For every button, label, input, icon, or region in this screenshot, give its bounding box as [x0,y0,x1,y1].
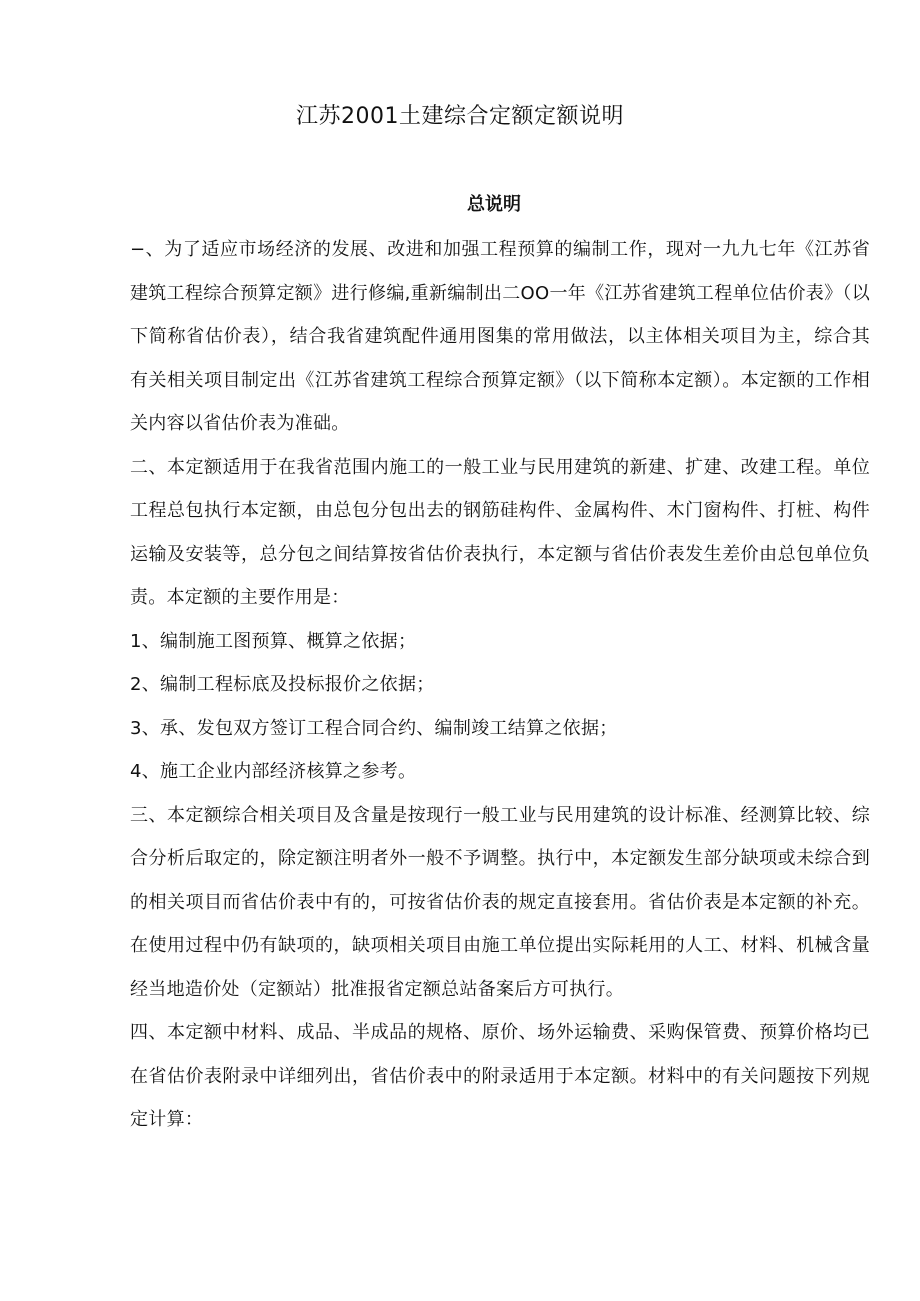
paragraph-2: 二、本定额适用于在我省范围内施工的一般工业与民用建筑的新建、扩建、改建工程。单位工程总包执行本定额，由总包分包出去的钢筋硅构件、金属构件、木门窗构件、打桩、构件运输及安装等，总分包之间结算按省估价表执行，本定额与省估价表发生差价由总包单位负责。本定额的主要作用是： [130,456,870,608]
list-item-3: 3、承、发包双方签订工程合同合约、编制竣工结算之依据； [130,717,618,739]
list-item-4: 4、施工企业内部经济核算之参考。 [130,761,417,782]
document-title: 江苏2001土建综合定额定额说明 [296,104,624,129]
list-item-2: 2、编制工程标底及投标报价之依据； [130,674,435,695]
document-body [130,228,870,1142]
paragraph-1: −、为了适应市场经济的发展、改进和加强工程预算的编制工作，现对一九九七年《江苏省建筑工程综合预算定额》进行修编,重新编制出二OO一年《江苏省建筑工程单位估价表》（以下简称省估价表），结合我省建筑配件通用图集的常用做法，以主体相关项目为主，综合其有关相关项目制定出《江苏省建筑工程综合预算定额》（以下简称本定额）。本定额的工作相关内容以省估价表为准础。 [130,239,870,434]
paragraph-3: 三、本定额综合相关项目及含量是按现行一般工业与民用建筑的设计标准、经测算比较、综合分析后取定的，除定额注明者外一般不予调整。执行中，本定额发生部分缺项或未综合到的相关项目而省估价表中有的，可按省估价表的规定直接套用。省估价表是本定额的补充。在使用过程中仍有缺项的，缺项相关项目由施工单位提出实际耗用的人工、材料、机械含量经当地造价处（定额站）批准报省定额总站备案后方可执行。 [130,804,870,1000]
list-item-1: 1、编制施工图预算、概算之依据； [130,630,417,652]
paragraph-4: 四、本定额中材料、成品、半成品的规格、原价、场外运输费、采购保管费、预算价格均已在省估价表附录中详细列出，省估价表中的附录适用于本定额。材料中的有关问题按下列规定计算： [130,1022,870,1130]
section-title: 总说明 [467,194,521,215]
